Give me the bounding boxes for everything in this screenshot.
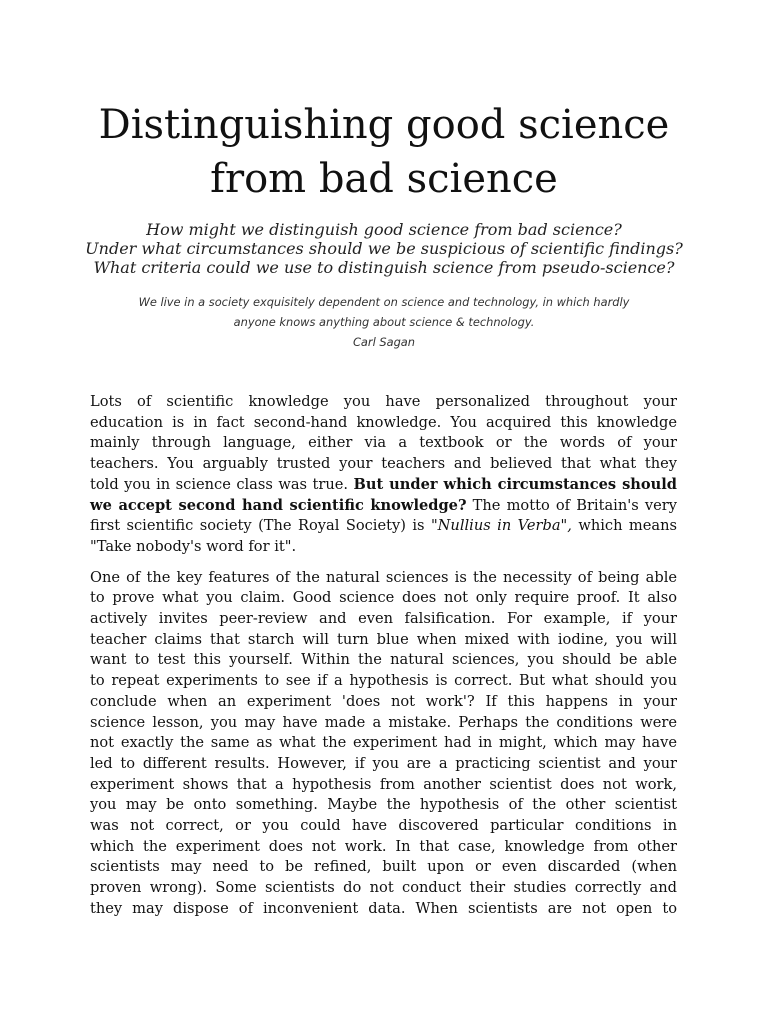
- text-line: [90, 496, 677, 517]
- text-line: mainly through language, either via a textbook or the words of your: [90, 434, 677, 452]
- text-line: science lesson, you may have made a mistake. Perhaps the conditions were: [90, 713, 677, 731]
- latin-motto: Nullius in Verba",: [437, 517, 572, 535]
- quote-text: anyone knows anything about science & technology.: [233, 315, 535, 329]
- paragraph: [90, 392, 677, 558]
- epigraph-quote: [60, 292, 708, 352]
- quote-author: Carl Sagan: [352, 335, 416, 349]
- question: How might we distinguish good science from bad science?: [146, 220, 622, 239]
- question: What criteria could we use to distinguish science from pseudo-science?: [93, 258, 675, 277]
- paragraph: [90, 568, 677, 920]
- emphasis-text: But under which circumstances should: [353, 475, 677, 493]
- guiding-questions: [40, 220, 728, 277]
- text-run: The motto of Britain's very: [466, 496, 677, 514]
- text-line: actively invites peer-review and even falsification. For example, if your: [90, 610, 677, 628]
- text-line: experiment shows that a hypothesis from another scientist does not work,: [90, 775, 677, 793]
- text-line: they may dispose of inconvenient data. When scientists are not open to: [90, 899, 677, 917]
- title-line: from bad science: [210, 156, 558, 202]
- text-line: scientists may need to be refined, built upon or even discarded (when: [90, 858, 677, 876]
- question: Under what circumstances should we be suspicious of scientific findings?: [85, 239, 683, 258]
- text-line: you may be onto something. Maybe the hypothesis of the other scientist: [90, 796, 677, 814]
- text-line: which the experiment does not work. In that case, knowledge from other: [90, 837, 677, 855]
- text-line: not exactly the same as what the experiment had in might, which may have: [90, 734, 677, 752]
- text-run: which means: [571, 517, 677, 535]
- text-line: want to test this yourself. Within the natural sciences, you should be able: [90, 651, 677, 669]
- text-line: to repeat experiments to see if a hypothesis is correct. But what should you: [90, 672, 677, 690]
- quote-text: We live in a society exquisitely dependent on science and technology, in which hardly: [138, 295, 630, 309]
- text-line: Lots of scientific knowledge you have personalized throughout your: [90, 393, 677, 410]
- text-line: was not correct, or you could have discovered particular conditions in: [90, 817, 677, 835]
- emphasis-text: we accept second hand scientific knowledge?: [90, 496, 467, 514]
- text-line: education is in fact second-hand knowledge. You acquired this knowledge: [90, 413, 677, 431]
- title-line: Distinguishing good science: [98, 102, 670, 148]
- text-line: led to different results. However, if you are a practicing scientist and your: [90, 754, 677, 772]
- body-text: [90, 392, 677, 930]
- text-run: first scientific society (The Royal Society) is ": [90, 517, 438, 535]
- text-line: teacher claims that starch will turn blue when mixed with iodine, you will: [90, 630, 677, 648]
- text-line: One of the key features of the natural sciences is the necessity of being able: [90, 568, 677, 586]
- text-line: [90, 475, 677, 496]
- text-line: [90, 516, 677, 537]
- text-run: told you in science class was true.: [90, 475, 354, 493]
- text-line: "Take nobody's word for it".: [90, 537, 297, 555]
- page-title: [60, 98, 708, 206]
- text-line: to prove what you claim. Good science does not only require proof. It also: [90, 589, 677, 607]
- text-line: conclude when an experiment 'does not work'? If this happens in your: [90, 692, 677, 710]
- text-line: proven wrong). Some scientists do not conduct their studies correctly and: [90, 879, 677, 897]
- text-line: teachers. You arguably trusted your teachers and believed that what they: [90, 455, 677, 473]
